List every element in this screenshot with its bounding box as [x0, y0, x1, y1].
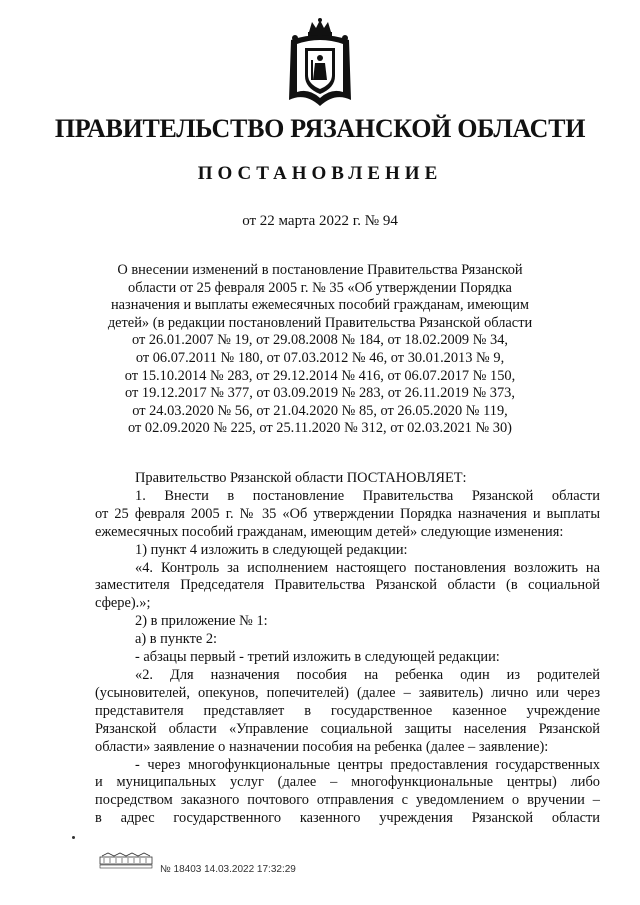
- body-line: от 25 февраля 2005 г. № 35 «Об утверждении Порядка назначения и выплаты: [95, 505, 600, 522]
- subject-line: детей» (в редакции постановлений Правительства Рязанской области: [107, 314, 533, 331]
- body-line: 1) пункт 4 изложить в следующей редакции:: [135, 541, 408, 558]
- body-line: сфере).»;: [95, 595, 151, 612]
- subject-line: от 15.10.2014 № 283, от 29.12.2014 № 416, от 06.07.2017 № 150,: [124, 367, 516, 384]
- body-line: «4. Контроль за исполнением настоящего постановления возложить на: [135, 559, 600, 576]
- body-line: - через многофункциональные центры предоставления государственных: [135, 756, 600, 773]
- body-line: Рязанской области «Управление социальной защиты населения Рязанской: [95, 720, 600, 737]
- subject-line: области от 25 февраля 2005 г. № 35 «Об утверждении Порядка: [128, 279, 512, 296]
- body-line: области» заявление о назначении пособия на ребенка (далее – заявление):: [95, 738, 549, 755]
- document-type: ПОСТАНОВЛЕНИЕ: [197, 163, 443, 184]
- body-line: 2) в приложение № 1:: [135, 613, 268, 630]
- body-line: в адрес государственного казенного учреждения Рязанской области: [95, 810, 600, 827]
- margin-mark: [72, 836, 75, 839]
- subject-line: О внесении изменений в постановление Правительства Рязанской: [117, 262, 523, 278]
- document-subject: [80, 262, 560, 438]
- government-title: ПРАВИТЕЛЬСТВО РЯЗАНСКОЙ ОБЛАСТИ: [54, 114, 586, 143]
- body-line: а) в пункте 2:: [135, 631, 218, 648]
- body-line: посредством заказного почтового отправления с уведомлением о вручении –: [95, 792, 600, 809]
- subject-line: от 24.03.2020 № 56, от 21.04.2020 № 85, от 26.05.2020 № 119,: [132, 402, 508, 419]
- subject-line: от 26.01.2007 № 19, от 29.08.2008 № 184, от 18.02.2009 № 34,: [131, 332, 509, 349]
- body-line: заместителя Председателя Правительства Рязанской области (в социальной: [95, 577, 600, 594]
- subject-line: назначения и выплаты ежемесячных пособий гражданам, имеющим: [110, 297, 530, 314]
- body-line: (усыновителей, опекунов, попечителей) (далее – заявитель) лично или через: [95, 684, 600, 701]
- ryazan-coat-of-arms-icon: [285, 18, 355, 108]
- document-date-number: от 22 марта 2022 г. № 94: [242, 213, 398, 229]
- registration-number: № 18403 14.03.2022 17:32:29: [160, 864, 296, 875]
- subject-line: от 19.12.2017 № 377, от 03.09.2019 № 283, от 26.11.2019 № 373,: [125, 385, 515, 402]
- body-line: - абзацы первый - третий изложить в следующей редакции:: [135, 649, 500, 666]
- body-line: представителя представляет в государственное казенное учреждение: [95, 702, 600, 719]
- subject-line: от 06.07.2011 № 180, от 07.03.2012 № 46, от 30.01.2013 № 9,: [135, 349, 505, 366]
- body-line: «2. Для назначения пособия на ребенка один из родителей: [135, 666, 600, 683]
- body-line: и муниципальных услуг (далее – многофункциональные центры) либо: [95, 774, 600, 791]
- document-body: [95, 470, 600, 828]
- subject-line: от 02.09.2020 № 225, от 25.11.2020 № 312, от 02.03.2021 № 30): [128, 420, 512, 437]
- body-line: Правительство Рязанской области ПОСТАНОВЛЯЕТ:: [135, 470, 467, 486]
- registration-stamp-icon: [96, 852, 156, 870]
- body-line: 1. Внести в постановление Правительства Рязанской области: [135, 487, 600, 504]
- body-line: ежемесячных пособий гражданам, имеющим детей» следующие изменения:: [95, 523, 564, 540]
